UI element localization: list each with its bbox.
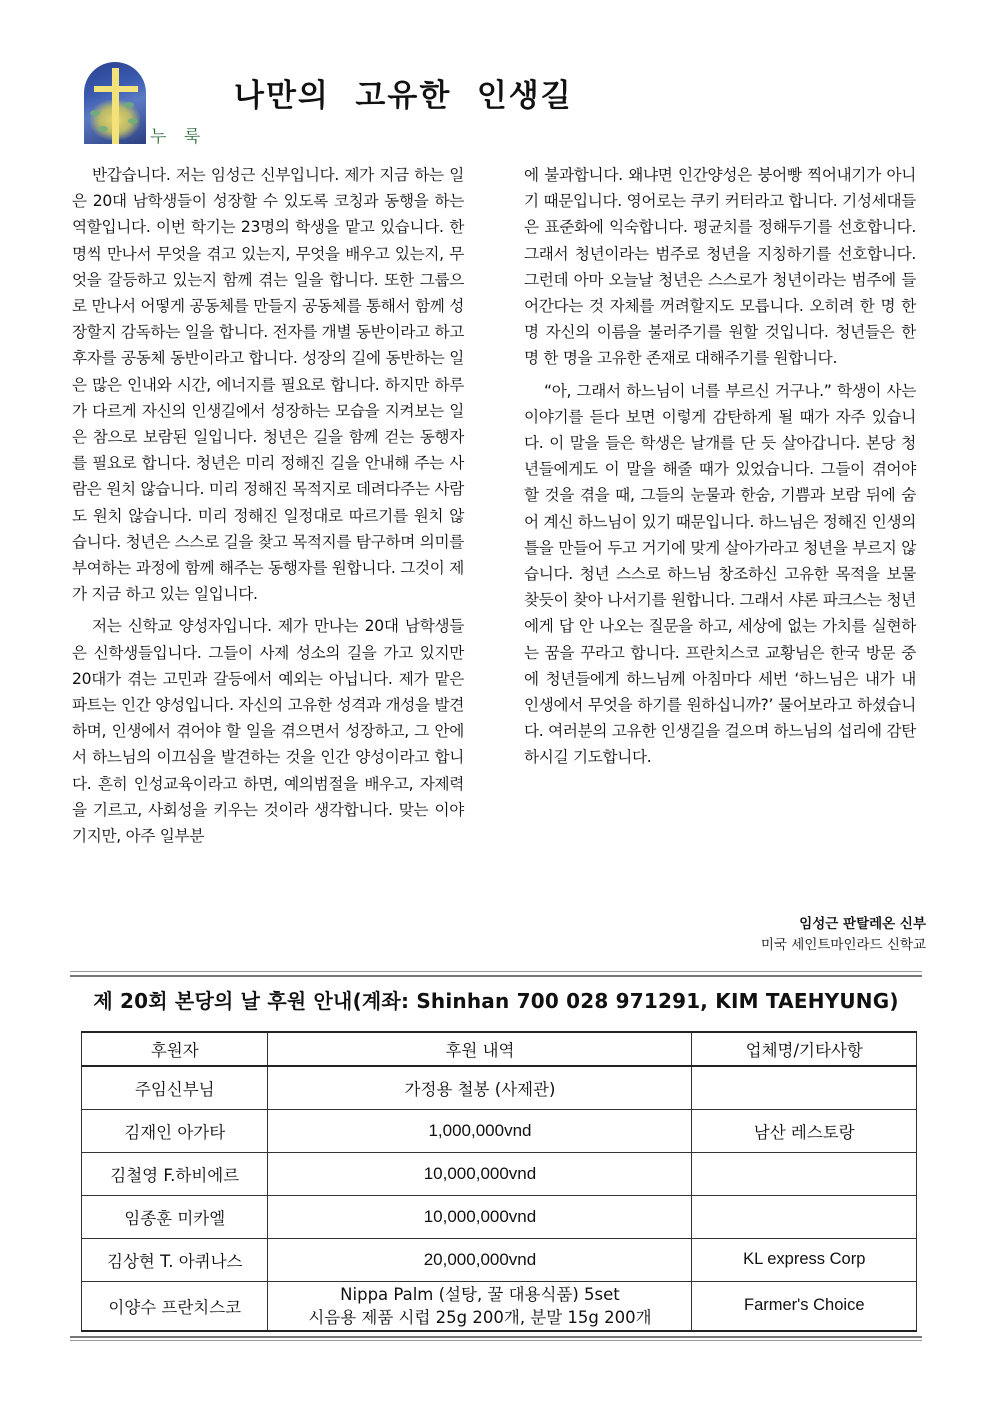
sponsor-table xyxy=(81,1031,917,1332)
table-row xyxy=(82,1281,917,1331)
table-row xyxy=(82,1109,917,1152)
note-cell: Farmer's Choice xyxy=(692,1281,917,1331)
support-title: 제 20회 본당의 날 후원 안내(계좌: Shinhan 700 028 971291, KIM TAEHYUNG) xyxy=(93,989,899,1013)
item-cell: 10,000,000vnd xyxy=(268,1195,692,1238)
article-paragraph: “아, 그래서 하느님이 너를 부르신 거구나.” 학생이 사는 이야기를 듣다 보면 이렇게 감탄하게 될 때가 자주 있습니다. 이 말을 들은 학생은 날개를 단 듯 살아갑니다. 본당 청년들에게도 이 말을 해줄 때가 있었습니다. 그들이 겪어야 할 것을 겪을 때, 그들의 눈물과 한숨, 기쁨과 보람 뒤에 숨어 계신 하느님이 있기 때문입니다. 하느님은 정해진 인생의 틀을 만들어 두고 거기에 맞게 살아가라고 청년을 부르지 않습니다. 청년 스스로 하느님 창조하신 고유한 목적을 보물 찾듯이 찾아 나서기를 원합니다. 그래서 샤론 파크스는 청년에게 답 안 나오는 질문을 하고, 세상에 없는 가치를 실현하는 꿈을 꾸라고 합니다. 프란치스코 교황님은 한국 방문 중에 청년들에게 하느님께 아침마다 세번 ‘하느님은 내가 내 인생에서 무엇을 하기를 원하십니까?’ 물어보라고 하셨습니다. 여러분의 고유한 인생길을 걸으며 하느님의 섭리에 감탄하시길 기도합니다. xyxy=(524,381,916,767)
divider xyxy=(70,1340,922,1341)
donor-cell: 이양수 프란치스코 xyxy=(82,1281,268,1331)
item-cell xyxy=(268,1281,692,1331)
article-right-column xyxy=(524,162,916,771)
donor-cell: 김상현 T. 아퀴나스 xyxy=(82,1238,268,1281)
page-title: 나만의 고유한 인생길 xyxy=(234,78,573,114)
donor-cell: 김재인 아가타 xyxy=(82,1109,268,1152)
donor-cell: 김철영 F.하비에르 xyxy=(82,1152,268,1195)
table-row xyxy=(82,1152,917,1195)
page-header xyxy=(84,62,924,148)
author-name: 임성근 판탈레온 신부 xyxy=(799,916,926,932)
note-cell: 남산 레스토랑 xyxy=(692,1109,917,1152)
column-header-item: 후원 내역 xyxy=(268,1032,692,1066)
item-line: Nippa Palm (설탕, 꿀 대용식품) 5set xyxy=(340,1284,620,1304)
note-cell: KL express Corp xyxy=(692,1238,917,1281)
column-header-donor: 후원자 xyxy=(82,1032,268,1066)
section-label: 누 룩 xyxy=(150,127,207,147)
author-affiliation: 미국 세인트마인라드 신학교 xyxy=(760,937,926,953)
note-cell xyxy=(692,1195,917,1238)
article-left-column xyxy=(72,162,464,849)
divider xyxy=(70,1336,922,1338)
table-row xyxy=(82,1066,917,1109)
stained-glass-cross-logo xyxy=(84,62,146,144)
table-row xyxy=(82,1195,917,1238)
table-row xyxy=(82,1238,917,1281)
donor-cell: 임종훈 미카엘 xyxy=(82,1195,268,1238)
article-paragraph: 반갑습니다. 저는 임성근 신부입니다. 제가 지금 하는 일은 20대 남학생들이 성장할 수 있도록 코칭과 동행을 하는 역할입니다. 이번 학기는 23명의 학생을 맡고 있습니다. 한 명씩 만나서 무엇을 겪고 있는지, 무엇을 배우고 있는지, 무엇을 갈등하고 있는지 함께 겪는 일을 합니다. 또한 그룹으로 만나서 어떻게 공동체를 만들지 공동체를 통해서 함께 성장할지 감독하는 일을 합니다. 전자를 개별 동반이라고 하고 후자를 공동체 동반이라고 합니다. 성장의 길에 동반하는 일은 많은 인내와 시간, 에너지를 필요로 합니다. 하지만 하루가 다르게 자신의 인생길에서 성장하는 모습을 지켜보는 일은 참으로 보람된 일입니다. 청년은 길을 함께 걷는 동행자를 필요로 합니다. 청년은 미리 정해진 길을 안내해 주는 사람은 원치 않습니다. 미리 정해진 목적지로 데려다주는 사람도 원치 않습니다. 미리 정해진 일정대로 따르기를 원치 않습니다. 청년은 스스로 길을 찾고 목적지를 탐구하며 의미를 부여하는 과정에 함께 해주는 동행자를 원합니다. 그것이 제가 지금 하고 있는 일입니다. xyxy=(72,166,464,604)
divider xyxy=(70,975,922,977)
note-cell xyxy=(692,1066,917,1109)
divider xyxy=(70,971,922,972)
donor-cell: 주임신부님 xyxy=(82,1066,268,1109)
item-cell: 가정용 철봉 (사제관) xyxy=(268,1066,692,1109)
table-header-row xyxy=(82,1032,917,1066)
article-paragraph: 저는 신학교 양성자입니다. 제가 만나는 20대 남학생들은 신학생들입니다. 그들이 사제 성소의 길을 가고 있지만 20대가 겪는 고민과 갈등에서 예외는 아닙니다. 제가 맡은 파트는 인간 양성입니다. 자신의 고유한 성격과 개성을 발견하며, 인생에서 겪어야 할 일을 겪으면서 성장하고, 그 안에서 하느님의 이끄심을 발견하는 것을 인간 양성이라고 합니다. 흔히 인성교육이라고 하면, 예의범절을 배우고, 자제력을 기르고, 사회성을 키우는 것이라 생각합니다. 맞는 이야기지만, 아주 일부분 xyxy=(72,617,464,846)
column-header-note: 업체명/기타사항 xyxy=(692,1032,917,1066)
article-paragraph: 에 불과합니다. 왜냐면 인간양성은 붕어빵 찍어내기가 아니기 때문입니다. 영어로는 쿠키 커터라고 합니다. 기성세대들은 표준화에 익숙합니다. 평균치를 정해두기를 선호합니다. 그래서 청년이라는 범주로 청년을 지칭하기를 선호합니다. 그런데 아마 오늘날 청년은 스스로가 청년이라는 범주에 들어간다는 것 자체를 꺼려할지도 모릅니다. 오히려 한 명 한 명 자신의 이름을 불러주기를 원할 것입니다. 청년들은 한 명 한 명을 고유한 존재로 대해주기를 원합니다. xyxy=(524,166,916,368)
item-line: 시음용 제품 시럽 25g 200개, 분말 15g 200개 xyxy=(308,1307,652,1327)
item-cell: 1,000,000vnd xyxy=(268,1109,692,1152)
item-cell: 10,000,000vnd xyxy=(268,1152,692,1195)
note-cell xyxy=(692,1152,917,1195)
item-cell: 20,000,000vnd xyxy=(268,1238,692,1281)
